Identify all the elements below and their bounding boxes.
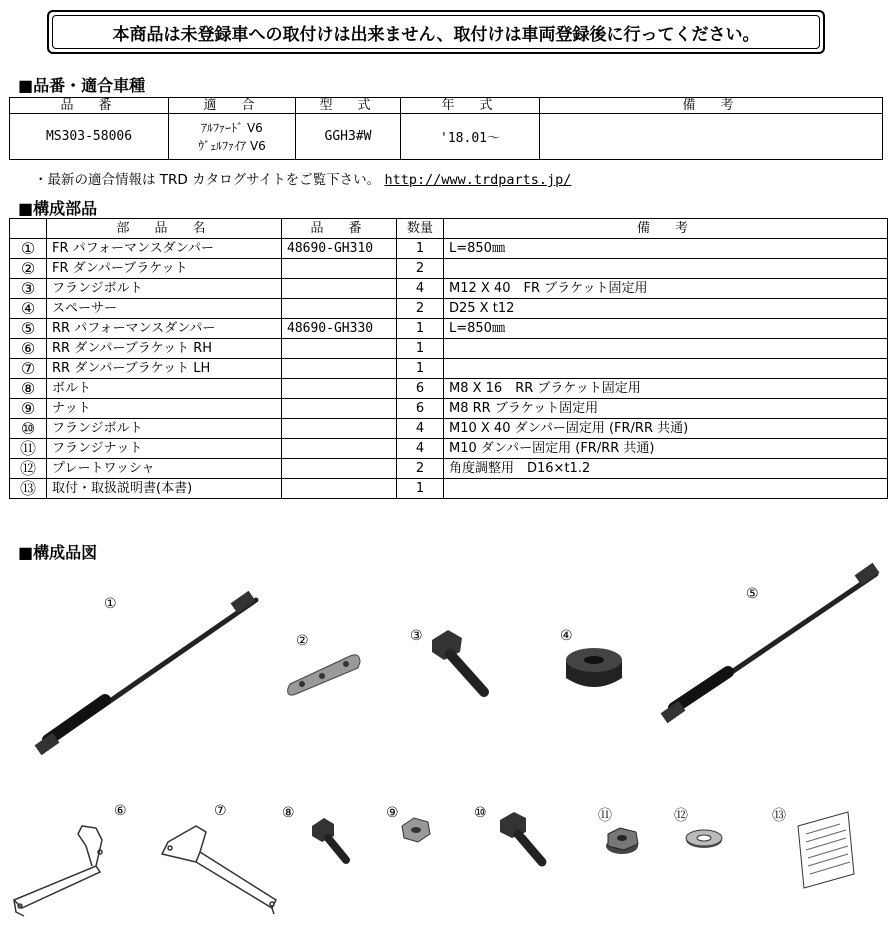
parts-cell-name: FR パフォーマンスダンパー <box>47 239 282 259</box>
parts-cell-no: ⑨ <box>10 399 47 419</box>
parts-cell-qty: 6 <box>397 379 444 399</box>
parts-cell-no: ⑧ <box>10 379 47 399</box>
rr-bracket-lh-image <box>162 826 276 914</box>
parts-cell-remark: M12 X 40 FR ブラケット固定用 <box>444 279 888 299</box>
figure-label-2: ② <box>296 633 309 649</box>
parts-cell-name: 取付・取扱説明書(本書) <box>47 479 282 499</box>
bolt-m8-image <box>312 818 346 860</box>
fr-bracket-image <box>288 655 360 695</box>
fit-part-no: MS303-58006 <box>10 114 169 160</box>
figure-label-4: ④ <box>560 628 573 644</box>
col-part: 品 番 <box>282 219 397 239</box>
parts-cell-remark: M10 X 40 ダンパー固定用 (FR/RR 共通) <box>444 419 888 439</box>
figure-label-9: ⑨ <box>386 805 399 821</box>
parts-cell-no: ⑪ <box>10 439 47 459</box>
parts-cell-no: ⑤ <box>10 319 47 339</box>
parts-cell-qty: 4 <box>397 279 444 299</box>
figure-label-11: ⑪ <box>598 808 612 824</box>
parts-cell-name: ボルト <box>47 379 282 399</box>
parts-cell-part: 48690-GH310 <box>282 239 397 259</box>
col-part-no: 品 番 <box>10 98 169 114</box>
figure-label-3: ③ <box>410 628 423 644</box>
col-remark: 備 考 <box>444 219 888 239</box>
rr-bracket-rh-image <box>14 826 102 916</box>
parts-cell-qty: 1 <box>397 359 444 379</box>
parts-cell-remark: M10 ダンパー固定用 (FR/RR 共通) <box>444 439 888 459</box>
rr-damper-image <box>661 563 880 723</box>
parts-cell-qty: 4 <box>397 419 444 439</box>
flange-bolt-m12-image <box>432 630 484 692</box>
parts-cell-no: ⑩ <box>10 419 47 439</box>
parts-cell-name: ナット <box>47 399 282 419</box>
parts-cell-qty: 1 <box>397 239 444 259</box>
parts-cell-name: フランジナット <box>47 439 282 459</box>
col-year: 年 式 <box>401 98 540 114</box>
parts-cell-name: プレートワッシャ <box>47 459 282 479</box>
section-figure-title: ■構成品図 <box>18 543 98 562</box>
figure-label-10: ⑩ <box>474 805 487 821</box>
parts-cell-no: ⑥ <box>10 339 47 359</box>
parts-cell-name: FR ダンパーブラケット <box>47 259 282 279</box>
parts-cell-no: ⑫ <box>10 459 47 479</box>
parts-cell-qty: 4 <box>397 439 444 459</box>
parts-cell-remark: 角度調整用 D16×t1.2 <box>444 459 888 479</box>
flange-nut-image <box>606 828 638 854</box>
parts-cell-qty: 1 <box>397 319 444 339</box>
parts-cell-no: ④ <box>10 299 47 319</box>
parts-cell-name: RR ダンパーブラケット RH <box>47 339 282 359</box>
parts-cell-no: ⑬ <box>10 479 47 499</box>
parts-cell-no: ② <box>10 259 47 279</box>
figure-label-5: ⑤ <box>746 586 759 602</box>
fit-type: GGH3#W <box>296 114 401 160</box>
parts-cell-qty: 1 <box>397 479 444 499</box>
flange-bolt-m10-image <box>500 812 542 862</box>
parts-cell-name: RR パフォーマンスダンパー <box>47 319 282 339</box>
parts-cell-name: フランジボルト <box>47 279 282 299</box>
section-parts-title: ■構成部品 <box>18 199 98 218</box>
fr-damper-image <box>35 591 256 755</box>
col-name: 部 品 名 <box>47 219 282 239</box>
figure-label-8: ⑧ <box>282 805 295 821</box>
parts-cell-name: RR ダンパーブラケット LH <box>47 359 282 379</box>
parts-cell-remark: D25 X t12 <box>444 299 888 319</box>
parts-cell-remark: M8 RR ブラケット固定用 <box>444 399 888 419</box>
figure-label-13: ⑬ <box>772 808 786 824</box>
parts-cell-qty: 1 <box>397 339 444 359</box>
figure-label-12: ⑫ <box>674 808 688 824</box>
col-qty: 数量 <box>397 219 444 239</box>
parts-cell-name: フランジボルト <box>47 419 282 439</box>
spacer-image <box>566 648 622 687</box>
col-type: 型 式 <box>296 98 401 114</box>
parts-cell-name: スペーサー <box>47 299 282 319</box>
parts-cell-qty: 2 <box>397 259 444 279</box>
col-fit: 適 合 <box>169 98 296 114</box>
parts-cell-qty: 2 <box>397 459 444 479</box>
parts-cell-no: ① <box>10 239 47 259</box>
nut-m8-image <box>402 818 430 842</box>
fit-model-2: ｳﾞｪﾙﾌｧｲｱ V6 <box>198 138 266 153</box>
figure-label-7: ⑦ <box>214 803 227 819</box>
fit-model-1: ｱﾙﾌｧｰﾄﾞ V6 <box>201 120 263 135</box>
parts-cell-qty: 2 <box>397 299 444 319</box>
col-remark: 備 考 <box>540 98 883 114</box>
note-text: ・最新の適合情報は TRD カタログサイトをご覧下さい。 <box>34 172 381 188</box>
parts-cell-no: ③ <box>10 279 47 299</box>
parts-cell-part: 48690-GH330 <box>282 319 397 339</box>
parts-cell-remark: M8 X 16 RR ブラケット固定用 <box>444 379 888 399</box>
figure-label-6: ⑥ <box>114 803 127 819</box>
figure-label-1: ① <box>104 596 117 612</box>
parts-cell-qty: 6 <box>397 399 444 419</box>
manual-image <box>798 812 854 888</box>
parts-cell-no: ⑦ <box>10 359 47 379</box>
plate-washer-image <box>686 830 722 848</box>
notice-text: 本商品は未登録車への取付けは出来ません、取付けは車両登録後に行ってください。 <box>52 15 820 49</box>
section-fitment-title: ■品番・適合車種 <box>18 76 146 95</box>
fit-year: '18.01～ <box>401 114 540 160</box>
parts-cell-remark: L=850㎜ <box>444 239 888 259</box>
catalog-link[interactable]: http://www.trdparts.jp/ <box>384 172 572 188</box>
parts-cell-remark: L=850㎜ <box>444 319 888 339</box>
